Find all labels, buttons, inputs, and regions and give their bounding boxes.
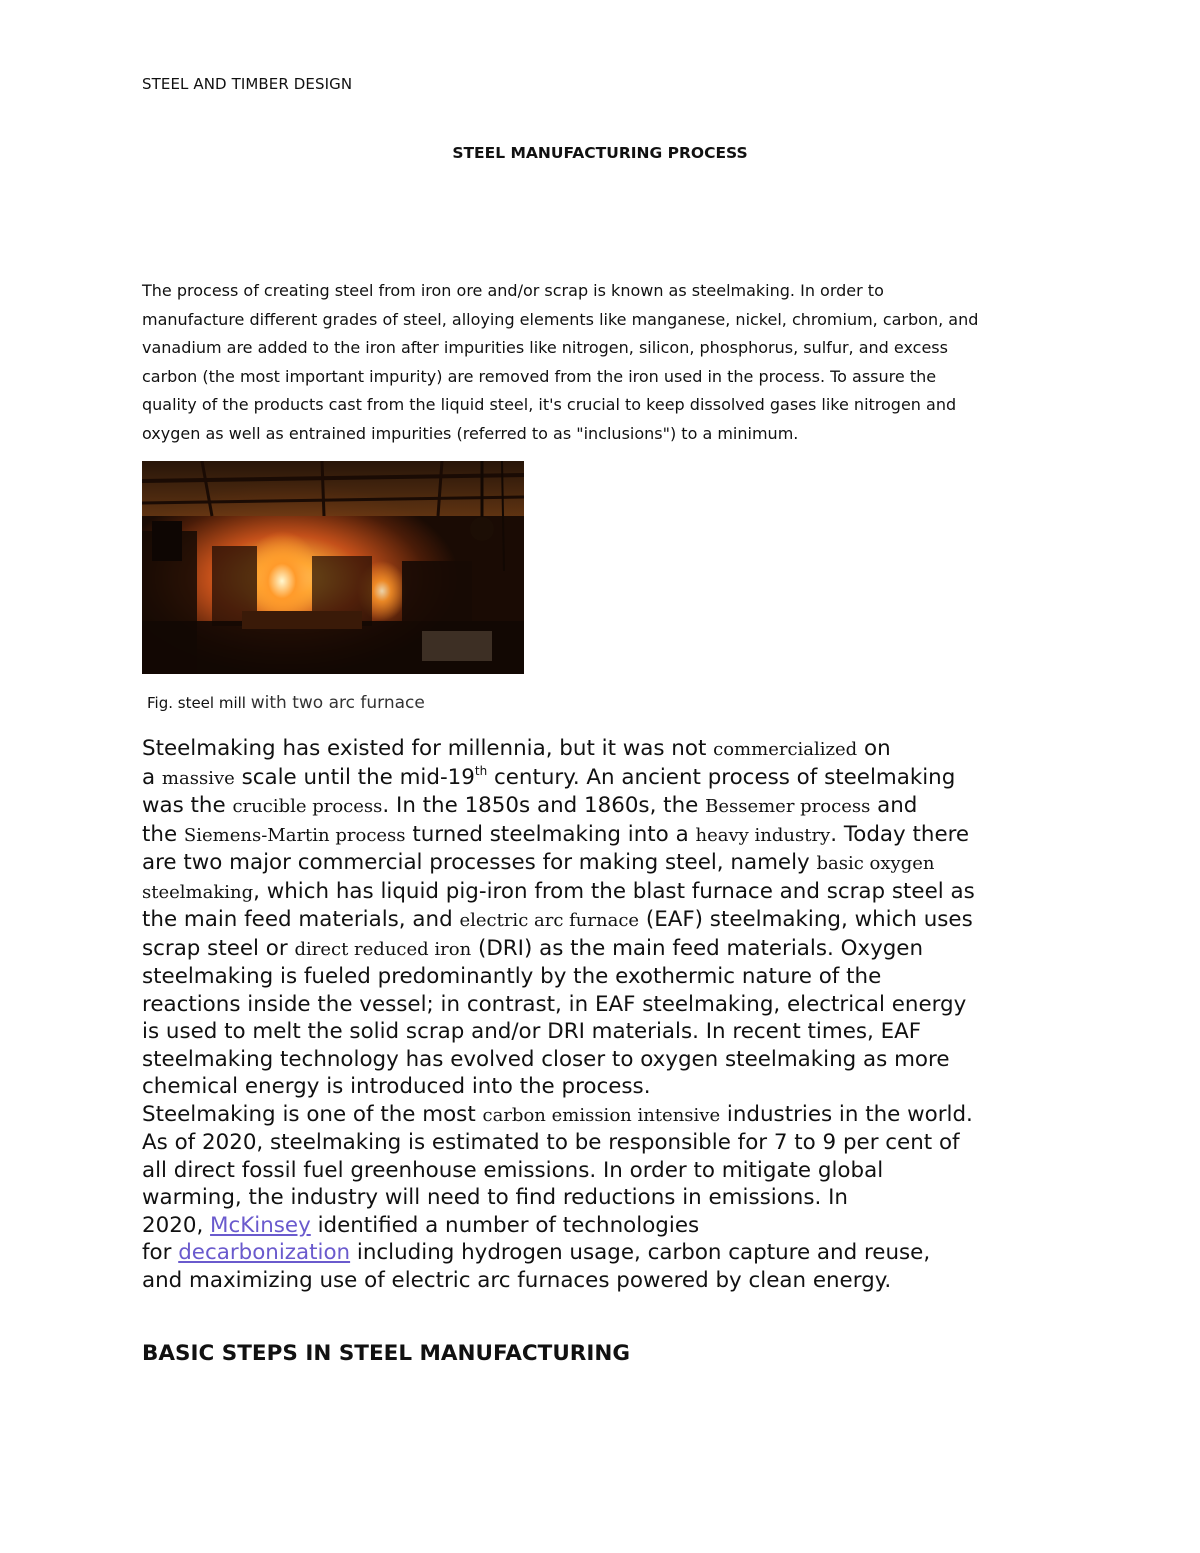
text-run: Steelmaking is one of the most xyxy=(142,1101,483,1127)
text-run: for xyxy=(142,1240,179,1265)
text-run: steelmaking xyxy=(142,881,254,903)
text-run: all direct fossil fuel greenhouse emissions. In order to mitigate global xyxy=(142,1157,884,1183)
text-run: , which has liquid pig-iron from the blast furnace and scrap steel as xyxy=(253,878,975,904)
section-heading: BASIC STEPS IN STEEL MANUFACTURING xyxy=(142,1341,630,1366)
caption-part: Fig. steel mill xyxy=(147,694,251,712)
intro-line: The process of creating steel from iron ore and/or scrap is known as steelmaking. In order to xyxy=(142,281,884,300)
text-run: identified a number of technologies xyxy=(310,1212,700,1238)
intro-line: oxygen as well as entrained impurities (referred to as "inclusions") to a minimum. xyxy=(142,423,799,443)
text-run: on xyxy=(857,736,891,761)
text-run: crucible process xyxy=(232,796,383,817)
text-run: electric arc furnace xyxy=(459,910,640,931)
text-run: scale until the mid-19 xyxy=(234,764,475,790)
text-run: Steelmaking has existed for millennia, but it was not xyxy=(142,736,714,761)
text-run: turned steelmaking into a xyxy=(405,821,696,847)
mckinsey-link[interactable]: McKinsey xyxy=(210,1212,311,1238)
text-run: commercialized xyxy=(713,739,858,760)
text-run: reactions inside the vessel; in contrast, in EAF steelmaking, electrical energy xyxy=(142,991,967,1017)
caption-part: with two arc furnace xyxy=(250,693,425,713)
page-header: STEEL AND TIMBER DESIGN xyxy=(142,75,353,93)
text-run: direct reduced iron xyxy=(294,938,472,960)
text-run: are two major commercial processes for making steel, namely xyxy=(142,850,817,875)
text-run: basic oxygen xyxy=(816,853,935,874)
text-run: Bessemer process xyxy=(705,796,871,817)
text-run: 2020, xyxy=(142,1212,211,1238)
document-title: STEEL MANUFACTURING PROCESS xyxy=(452,144,748,162)
decarbonization-link[interactable]: decarbonization xyxy=(178,1240,351,1265)
text-run: Siemens-Martin process xyxy=(183,824,406,846)
text-run: the main feed materials, and xyxy=(142,907,460,932)
text-run: a xyxy=(142,764,162,790)
text-run: (DRI) as the main feed materials. Oxygen xyxy=(471,935,924,961)
text-run: steelmaking technology has evolved closer to oxygen steelmaking as more xyxy=(142,1046,950,1072)
intro-line: carbon (the most important impurity) are removed from the iron used in the process. To assure the xyxy=(142,366,937,386)
text-run: (EAF) steelmaking, which uses xyxy=(639,907,973,932)
figure-caption xyxy=(147,693,425,713)
text-run: . In the 1850s and 1860s, the xyxy=(382,793,706,818)
text-run: including hydrogen usage, carbon capture and reuse, xyxy=(350,1240,931,1265)
text-run: warming, the industry will need to find reductions in emissions. In xyxy=(142,1185,848,1210)
text-run: steelmaking is fueled predominantly by the exothermic nature of the xyxy=(142,964,882,989)
intro-paragraph xyxy=(142,277,1062,449)
text-run: carbon emission intensive xyxy=(482,1104,721,1126)
text-run: heavy industry xyxy=(695,824,831,846)
steel-mill-photo xyxy=(142,461,524,674)
text-run: massive xyxy=(161,767,235,789)
intro-line: quality of the products cast from the liquid steel, it's crucial to keep dissolved gases like nitrogen and xyxy=(142,395,957,415)
text-run: and maximizing use of electric arc furnaces powered by clean energy. xyxy=(142,1267,892,1293)
text-run: industries in the world. xyxy=(720,1101,973,1127)
intro-line: vanadium are added to the iron after impurities like nitrogen, silicon, phosphorus, sulfur, and excess xyxy=(142,338,948,358)
text-run: the xyxy=(142,821,184,847)
text-run: chemical energy is introduced into the process. xyxy=(142,1074,651,1099)
text-run: century. An ancient process of steelmaking xyxy=(487,764,956,790)
body-paragraph xyxy=(142,735,1082,1294)
text-run: was the xyxy=(142,793,233,818)
text-run: . Today there xyxy=(830,821,970,847)
text-run: scrap steel or xyxy=(142,935,295,961)
text-run: As of 2020, steelmaking is estimated to be responsible for 7 to 9 per cent of xyxy=(142,1130,960,1155)
intro-line: manufacture different grades of steel, alloying elements like manganese, nickel, chromium, carbon, and xyxy=(142,309,979,329)
text-run: is used to melt the solid scrap and/or DRI materials. In recent times, EAF xyxy=(142,1019,922,1044)
superscript-th: th xyxy=(474,763,488,778)
text-run: and xyxy=(870,793,918,818)
